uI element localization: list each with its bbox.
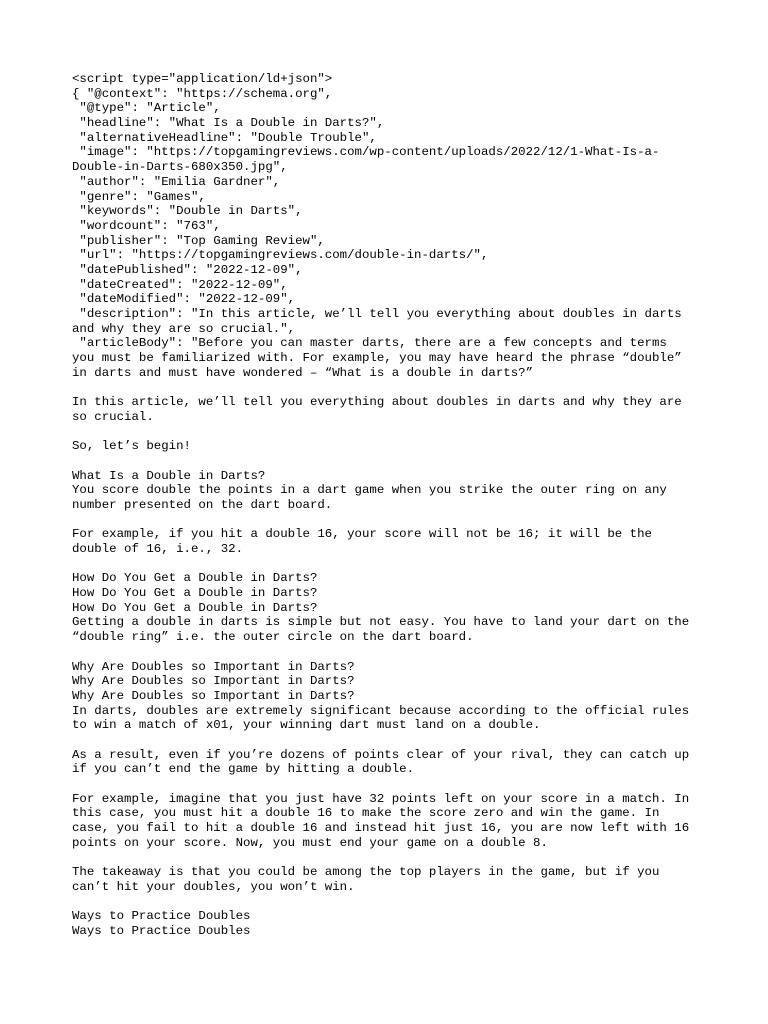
text-line: if you can’t end the game by hitting a double.	[72, 762, 415, 777]
text-line: The takeaway is that you could be among the top players in the game, but if you	[72, 865, 660, 880]
text-line: "genre": "Games",	[72, 189, 206, 204]
text-line: number presented on the dart board.	[72, 497, 333, 512]
text-line: How Do You Get a Double in Darts?	[72, 586, 318, 601]
document-page	[72, 72, 712, 939]
text-line: you must be familiarized with. For example, you may have heard the phrase “double”	[72, 351, 682, 366]
text-line: So, let’s begin!	[72, 439, 191, 454]
text-line: "articleBody": "Before you can master darts, there are a few concepts and terms	[72, 336, 667, 351]
text-line: case, you fail to hit a double 16 and instead hit just 16, you are now left with 16	[72, 821, 690, 836]
text-line: can’t hit your doubles, you won’t win.	[72, 879, 355, 894]
text-line: How Do You Get a Double in Darts?	[72, 571, 318, 586]
blank-line	[72, 380, 712, 395]
blank-line	[72, 895, 712, 910]
blank-line	[72, 513, 712, 528]
text-line: "dateCreated": "2022-12-09",	[72, 277, 288, 292]
text-line: "alternativeHeadline": "Double Trouble",	[72, 130, 377, 145]
text-line: For example, imagine that you just have 32 points left on your score in a match. In	[72, 791, 690, 806]
text-line: “double ring” i.e. the outer circle on the dart board.	[72, 630, 474, 645]
text-line: How Do You Get a Double in Darts?	[72, 600, 318, 615]
text-line: "wordcount": "763",	[72, 218, 221, 233]
blank-line	[72, 777, 712, 792]
text-line: "datePublished": "2022-12-09",	[72, 262, 303, 277]
text-line: "@type": "Article",	[72, 101, 221, 116]
text-line: As a result, even if you’re dozens of points clear of your rival, they can catch up	[72, 747, 690, 762]
blank-line	[72, 425, 712, 440]
text-line: "url": "https://topgamingreviews.com/double-in-darts/",	[72, 248, 489, 263]
text-line: In darts, doubles are extremely significant because according to the official rules	[72, 703, 690, 718]
text-line: to win a match of x01, your winning dart must land on a double.	[72, 718, 541, 733]
text-line: points on your score. Now, you must end your game on a double 8.	[72, 835, 548, 850]
text-line: Double-in-Darts-680x350.jpg",	[72, 160, 288, 175]
text-line: this case, you must hit a double 16 to make the score zero and win the game. In	[72, 806, 660, 821]
text-line: and why they are so crucial.",	[72, 321, 296, 336]
text-line: "image": "https://topgamingreviews.com/wp-content/uploads/2022/12/1-What-Is-a-	[72, 145, 660, 160]
text-line: so crucial.	[72, 409, 154, 424]
text-line: "keywords": "Double in Darts",	[72, 204, 303, 219]
text-line: { "@context": "https://schema.org",	[72, 86, 333, 101]
text-line: double of 16, i.e., 32.	[72, 542, 244, 556]
text-line: For example, if you hit a double 16, your score will not be 16; it will be the	[72, 527, 652, 542]
text-line: Why Are Doubles so Important in Darts?	[72, 659, 355, 674]
blank-line	[72, 850, 712, 865]
text-line: Why Are Doubles so Important in Darts?	[72, 674, 355, 689]
text-line: "description": "In this article, we’ll tell you everything about doubles in darts	[72, 307, 682, 321]
text-line: "author": "Emilia Gardner",	[72, 174, 281, 189]
text-line: You score double the points in a dart game when you strike the outer ring on any	[72, 483, 667, 498]
text-line: What Is a Double in Darts?	[72, 468, 266, 483]
text-line: Ways to Practice Doubles	[72, 923, 251, 938]
text-line: <script type="application/ld+json">	[72, 72, 333, 86]
text-line: Why Are Doubles so Important in Darts?	[72, 688, 355, 703]
text-line: Getting a double in darts is simple but not easy. You have to land your dart on the	[72, 615, 690, 630]
text-line: "publisher": "Top Gaming Review",	[72, 233, 325, 248]
text-line: In this article, we’ll tell you everything about doubles in darts and why they are	[72, 395, 682, 410]
blank-line	[72, 733, 712, 748]
text-line: "dateModified": "2022-12-09",	[72, 292, 296, 307]
text-line: "headline": "What Is a Double in Darts?",	[72, 116, 385, 131]
text-line: Ways to Practice Doubles	[72, 909, 251, 924]
text-line: in darts and must have wondered – “What is a double in darts?”	[72, 365, 534, 380]
blank-line	[72, 557, 712, 572]
blank-line	[72, 454, 712, 469]
blank-line	[72, 645, 712, 660]
